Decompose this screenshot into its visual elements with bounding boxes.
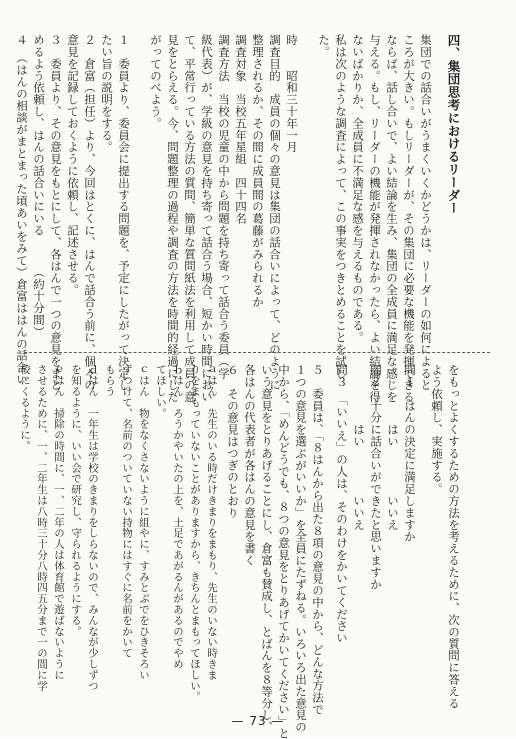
- opinion-line: ａはん 先生のいる時だけきまりをまもり、先生のいない時きま: [206, 364, 218, 681]
- text-line: ならば、話し合いで、よい結論を生み、集団の全成員に満足な感じを: [385, 34, 399, 403]
- text-line: 集団での話合いがうまくいくかどうかは、リーダーの如何によると: [419, 34, 433, 391]
- text-line: ころが大きい。もしリーダーが、その集団に必要な機能を発揮できる: [402, 34, 416, 403]
- opinion-line: ｂはん ろうかやいたの上を、土足であがるんがあるのでやめ: [172, 364, 184, 670]
- group-opinions-list: [16, 364, 220, 702]
- opinion-line: ｃはん 物をなくさないように組やに、すみとぶでをひきそろい: [138, 364, 150, 681]
- opinion-line: 校にくるように。: [19, 364, 31, 452]
- opinion-line: りをまもっていないことがありますから、きちんとまもってほしい。: [189, 364, 201, 702]
- text-line: 見をとらえる。今、問題整理の過程や調査の方法を時間的経過にした: [166, 34, 180, 403]
- text-line: 与える。もし、リーダーの機能が発揮されなかったら、よい結論を得: [368, 34, 382, 403]
- text-line: 各はんの代表者が各はんの意見を書く: [243, 364, 257, 567]
- page-number: — 73 —: [231, 714, 285, 728]
- text-line: て、平常行っている方法の質問、簡単な質問紙法を利用して成員の意: [183, 34, 197, 403]
- question-line: はい いいえ: [386, 364, 400, 531]
- text-line: 調査対象 当校五年星組 四十四名: [234, 34, 248, 225]
- opinion-line: を知るように、いい会で研究し、守られるようにする。: [70, 364, 82, 637]
- text-line: 調査方法 当校の児童の中から問題を持ち寄って話合う委員（学: [217, 34, 231, 380]
- text-line: 時 昭和三十年一月: [285, 34, 299, 153]
- opinion-line: ｄはん 一年生は学校のきまりをしらないので、みんなが少しずつ: [87, 364, 99, 691]
- opinion-line: てほしい。: [155, 364, 167, 419]
- section-heading: 四、集団思考におけるリーダー: [446, 34, 461, 215]
- text-line: 級代表）が、学級の意見を持ち寄って話合う場合、短かい時間におい: [200, 34, 214, 403]
- text-line: １つの意見を選ぶがいいか」を全員にたずねる。いろいろ出た意見の: [294, 364, 308, 733]
- text-line: めるよう依頼し、はんの話合いにいる （約十分間）: [32, 34, 46, 338]
- text-line: 意見を記録しておくように依頼し、記述させる。: [66, 34, 80, 296]
- text-line: 私は次のような調査によって、この事実をつきとめることを試し: [334, 34, 348, 380]
- text-line: 調査目的 成員の個々の意見は集団の話合いによって、どのように: [268, 34, 282, 391]
- opinion-line: もらう: [104, 364, 116, 397]
- question-line: 問３ 「いいえ」の人は、そのわけをかいてください: [335, 364, 349, 644]
- lower-intro-paragraph: [428, 364, 462, 710]
- text-line: がってのべよう。: [149, 34, 163, 130]
- text-line: 中から、「めんどうでも、８つの意見をとりあげてかいてください」と: [277, 364, 291, 739]
- text-line: 整理されるか、その間に成員間の葛藤がみられるか: [251, 34, 265, 308]
- text-line: よう依頼し、実施する。: [430, 364, 444, 495]
- text-line: たい旨の説明をする。: [100, 34, 114, 153]
- text-line: １ 委員より、委員会に提出する問題を、予定にしたがって決定し: [117, 34, 131, 391]
- text-line: ４ （はんの相談がまとまった頃あいをみて）倉富ははんの話合い: [15, 34, 29, 386]
- question-line: 問１ はんの決定に満足しますか: [403, 364, 417, 543]
- opinion-line: ｅはん 掃除の時間に、一、二年の人は体育館で遊ばないように: [53, 364, 65, 681]
- text-line: ６ その意見はつぎのとおり: [226, 364, 240, 519]
- text-line: ３ 委員より、その意見をもとにして、各はんで一つの意見をまと: [49, 34, 63, 391]
- intro-paragraph: [315, 34, 434, 403]
- opinion-line: ずつけて、名前のついていない持物にはすぐに名前をかいて: [121, 364, 133, 659]
- text-line: ２ 倉富（担任）より、今回はとくに、はんで話合う前に、個々の: [83, 34, 97, 391]
- text-line: ５ 委員は、「８はんから出た８項の意見の中から、どんな方法で: [311, 364, 325, 716]
- text-line: た。: [317, 34, 331, 58]
- question-line: 問２ 十分に話合いができたと思いますか: [369, 364, 383, 591]
- text-line: ないばかりか、全成員に不満足な感を与えるものである。: [351, 34, 365, 344]
- question-line: はい いいえ: [352, 364, 366, 531]
- text-line: をもっとよくするための方法を考えるために、次の質問に答える: [447, 364, 461, 710]
- opinion-line: させるために、一、二年生は八時三十分八時四五分まで一の間に学: [36, 364, 48, 691]
- questionnaire-list: [333, 364, 418, 694]
- text-line: いう意見をとりあげることにし、倉富も賛成し、とばんを８等分し、: [260, 364, 274, 733]
- section-divider: [24, 352, 490, 353]
